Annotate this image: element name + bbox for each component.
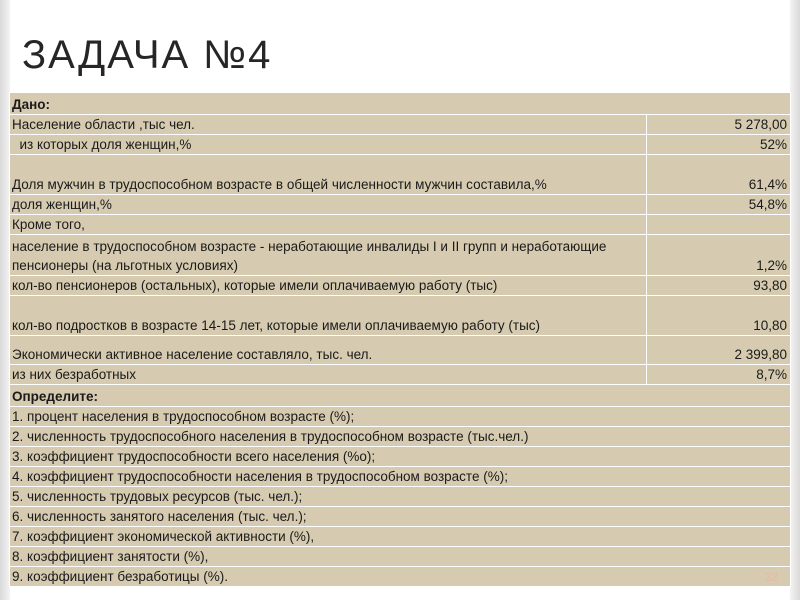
determine-item: 6. численность занятого населения (тыс. чел.); [10,507,791,527]
determine-item: 4. коэффициент трудоспособности населения в трудоспособном возрасте (%); [10,467,791,487]
table-row [10,407,791,427]
given-label: из них безработных [10,365,647,385]
determine-header-row [10,385,791,407]
task-table-container [9,92,790,587]
determine-item: 1. процент населения в трудоспособном возрасте (%); [10,407,791,427]
given-value: 93,80 [647,276,791,296]
table-row [10,135,791,155]
table-row [10,336,791,365]
determine-item: 7. коэффициент экономической активности (%), [10,527,791,547]
given-value: 5 278,00 [647,115,791,135]
table-row [10,467,791,487]
table-row [10,487,791,507]
table-row [10,527,791,547]
determine-header: Определите: [10,385,791,407]
determine-item: 8. коэффициент занятости (%), [10,547,791,567]
given-value: 54,8% [647,195,791,215]
given-label: население в трудоспособном возрасте - неработающие инвалиды I и II групп и неработающие пенсионеры (на льготных условиях) [10,235,647,276]
table-row [10,447,791,467]
table-row [10,115,791,135]
given-header: Дано: [10,93,791,115]
given-label: кол-во подростков в возрасте 14-15 лет, которые имели оплачиваемую работу (тыс) [10,296,647,336]
given-label: из которых доля женщин,% [10,135,647,155]
given-value: 1,2% [647,235,791,276]
given-value: 52% [647,135,791,155]
given-header-row [10,93,791,115]
slide-title: ЗАДАЧА №4 [22,33,273,77]
given-value: 2 399,80 [647,336,791,365]
page-number: 32 [764,570,778,584]
task-table [9,92,791,587]
given-value: 8,7% [647,365,791,385]
given-label: кол-во пенсионеров (остальных), которые имели оплачиваемую работу (тыс) [10,276,647,296]
table-row [10,276,791,296]
table-row [10,296,791,336]
table-row [10,507,791,527]
given-label: Кроме того, [10,215,647,235]
table-row [10,235,791,276]
determine-item: 9. коэффициент безработицы (%). [10,567,791,587]
given-value: 61,4% [647,155,791,195]
table-row [10,155,791,195]
determine-item: 2. численность трудоспособного населения в трудоспособном возрасте (тыс.чел.) [10,427,791,447]
determine-item: 5. численность трудовых ресурсов (тыс. чел.); [10,487,791,507]
given-label: Доля мужчин в трудоспособном возрасте в общей численности мужчин составила,% [10,155,647,195]
table-row [10,567,791,587]
table-row [10,195,791,215]
slide-frame-right [790,0,800,600]
given-value [647,215,791,235]
table-row [10,547,791,567]
given-label: Экономически активное население составляло, тыс. чел. [10,336,647,365]
table-row [10,365,791,385]
given-value: 10,80 [647,296,791,336]
table-row [10,427,791,447]
determine-item: 3. коэффициент трудоспособности всего населения (%о); [10,447,791,467]
given-label: Население области ,тыс чел. [10,115,647,135]
table-row [10,215,791,235]
given-label: доля женщин,% [10,195,647,215]
